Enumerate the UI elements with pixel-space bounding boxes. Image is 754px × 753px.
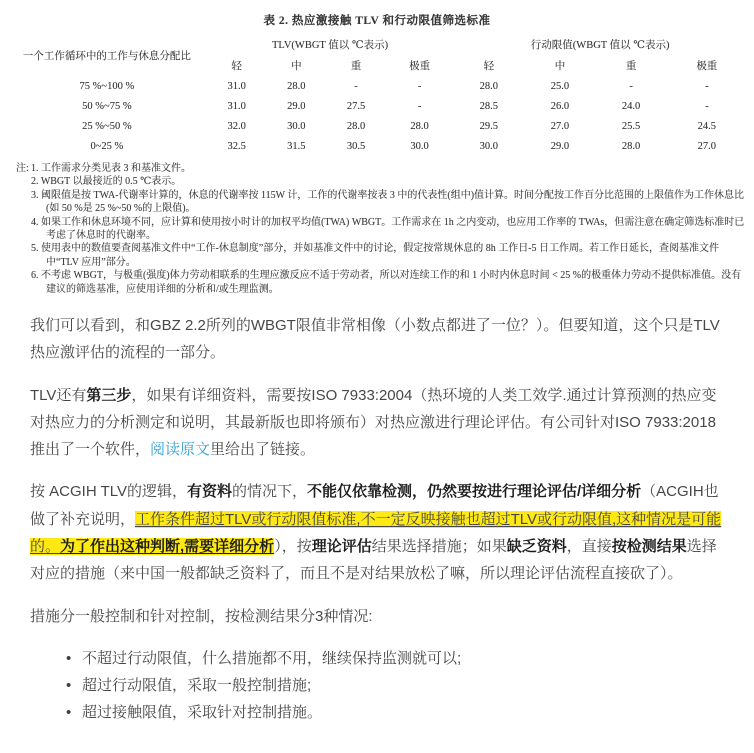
text-run: 的情况下， — [231, 483, 307, 501]
article-paragraph-2 — [30, 382, 724, 464]
row-label: 0~25 % — [90, 140, 124, 152]
intensity-subheader: 重 — [350, 61, 362, 72]
table-cell: - — [417, 80, 422, 92]
table-notes-list — [31, 162, 748, 296]
text-run: 为了作出这种判断,需要详细分析 — [60, 537, 275, 555]
work-rest-ratio-header: 一个工作循环中的工作与休息分配比 — [22, 50, 191, 62]
row-label: 75 %~100 % — [79, 80, 135, 92]
table-cell: 28.0 — [479, 80, 499, 92]
table-row — [7, 116, 747, 136]
table-cell: 28.0 — [346, 120, 366, 132]
text-run: 结果选择措施；如果 — [371, 537, 507, 555]
intensity-subheader: 重 — [625, 61, 637, 72]
article-body — [0, 296, 754, 727]
table-note: 6. 不考虑 WBGT，与极重(强度)体力劳动相联系的生理应激反应不适于劳动者，所以对连续工作的和 1 小时内休息时间 < 25 %的极重体力劳动不提供标准值。没有建议的筛选基准，应使用详细的分析和/或生理监测。 — [31, 270, 742, 295]
table-cell: 32.5 — [227, 140, 246, 152]
text-run: 按检测结果 — [611, 537, 687, 555]
text-run: 我们可以看到，和GBZ 2.2所列的WBGT限值非常相像（小数点都进了一位？）。但要知道，这个只是TLV热应激评估的流程的一部分。 — [30, 316, 720, 362]
table-cell: 30.5 — [346, 140, 366, 152]
intensity-subheader: 轻 — [231, 61, 242, 72]
intensity-subheader: 中 — [291, 61, 302, 72]
table-title: 表 2. 热应激接触 TLV 和行动限值筛选标准 — [263, 15, 491, 27]
heat-stress-table-section — [0, 0, 754, 296]
table-notes — [0, 162, 748, 296]
table-cell: 27.0 — [697, 140, 716, 152]
table-cell: 30.0 — [479, 140, 499, 152]
notes-prefix-label: 注: — [16, 163, 29, 174]
text-run: 按 ACGIH TLV的逻辑， — [30, 483, 187, 501]
table-cell: 27.0 — [550, 120, 570, 132]
table-cell: 31.0 — [227, 100, 246, 112]
table-cell: 25.0 — [550, 80, 570, 92]
text-run: 选择对应的措施（来中国一般都缺乏资料了，而且不是对结果放松了嘛，所以理论评估流程直接砍了）。 — [30, 537, 717, 583]
table-cell: 30.0 — [410, 140, 429, 152]
table-cell: 28.0 — [621, 140, 641, 152]
text-run: 理论评估 — [311, 537, 372, 555]
table-cell: 31.0 — [227, 80, 246, 92]
table-body — [7, 76, 747, 156]
measure-item: • 超过行动限值，采取一般控制措施; — [66, 672, 724, 699]
measure-item: • 不超过行动限值，什么措施都不用，继续保持监测就可以; — [66, 645, 724, 672]
table-cell: 27.5 — [346, 100, 366, 112]
text-run: 有资料 — [186, 483, 232, 501]
table-note: 3. 阈限值是按 TWA-代谢率计算的，休息的代谢率按 115W 计，工作的代谢率按表 3 中的代表性(组中)值计算。时间分配按工作百分比范围的上限值作为工作休息比(如 50 %是 25 %~50 %的上限值)。 — [31, 189, 745, 215]
table-cell: 25.5 — [621, 120, 641, 132]
table-cell: 32.0 — [227, 120, 246, 132]
heat-stress-table — [7, 34, 747, 156]
table-row — [7, 76, 747, 96]
text-run: 缺乏资料 — [506, 537, 567, 555]
article-paragraph-3 — [30, 478, 724, 587]
table-cell: 28.0 — [287, 80, 306, 92]
intensity-subheader: 极重 — [409, 61, 431, 72]
text-run: 第三步 — [86, 386, 132, 404]
table-cell: 31.5 — [287, 140, 306, 152]
action-limit-group-header: 行动限值(WBGT 值以 ℃表示) — [530, 40, 670, 51]
table-cell: 24.0 — [621, 100, 641, 112]
table-note: 1. 工作需求分类见表 3 和基准文件。 — [31, 163, 191, 174]
text-run: （ACGIH也做了补充说明， — [30, 483, 719, 528]
table-note: 4. 如果工作和休息环境不同，应计算和使用按小时计的加权平均值(TWA) WBGT。工作需求在 1h 之内变动，也应用工作率的 TWAs，但需注意在确定筛选标准时已考虑了休息时的代谢率。 — [31, 216, 745, 241]
table-note: 2. WBGT 以最接近的 0.5 ℃表示。 — [31, 176, 182, 188]
intensity-subheader: 极重 — [696, 61, 718, 72]
table-cell: 29.0 — [550, 140, 570, 152]
text-run: 里给出了链接。 — [210, 441, 316, 459]
table-row — [7, 96, 747, 116]
tlv-group-header: TLV(WBGT 值以 ℃表示) — [271, 40, 389, 51]
table-cell: - — [705, 80, 709, 92]
measure-item: • 超过接触限值，采取针对控制措施。 — [66, 699, 724, 726]
table-cell: 24.5 — [697, 120, 716, 132]
text-run: 工作条件超过TLV或行动限值标准,不一定反映接触也超过TLV或行动限值,这种情况是可能的。 — [30, 510, 722, 555]
row-label: 25 %~50 % — [82, 120, 132, 132]
text-run: 不能仅依靠检测，仍然要按进行理论评估/详细分析 — [307, 483, 642, 501]
table-cell: 26.0 — [550, 100, 570, 112]
table-group-header-row — [7, 34, 747, 55]
table-cell: - — [629, 80, 633, 92]
table-cell: - — [705, 100, 709, 112]
table-row — [7, 136, 747, 156]
table-cell: 28.5 — [479, 100, 499, 112]
text-run: ，直接 — [566, 537, 612, 555]
table-cell: - — [354, 80, 358, 92]
table-note: 5. 使用表中的数值要查阅基准文件中“工作-休息制度”部分，并如基准文件中的讨论，假定按常规休息的 8h 工作日-5 日工作周。若工作日延长，查阅基准文件中“TLV 应用”部分。 — [31, 243, 720, 268]
read-original-link[interactable]: 阅读原文 — [150, 441, 211, 459]
table-cell: 29.5 — [479, 120, 499, 132]
table-cell: - — [417, 100, 422, 112]
intensity-subheader: 中 — [554, 61, 566, 72]
table-cell: 30.0 — [287, 120, 306, 132]
text-run: ，如果有详细资料，需要按ISO 7933:2004（热环境的人类工效学.通过计算预测的热应变对热应力的分析测定和说明，其最新版也即将颁布）对热应激进行理论评估。有公司针对ISO 7933:2018推出了一个软件， — [30, 386, 717, 459]
measures-list — [30, 645, 724, 727]
article-paragraph-1 — [30, 312, 724, 367]
measures-intro: 措施分一般控制和针对控制，按检测结果分3种情况: — [30, 607, 373, 625]
text-run: TLV还有 — [30, 386, 87, 404]
table-cell: 28.0 — [410, 120, 429, 132]
intensity-subheader: 轻 — [483, 61, 495, 72]
text-run: ），按 — [274, 537, 312, 555]
row-label: 50 %~75 % — [82, 100, 132, 112]
table-cell: 29.0 — [287, 100, 306, 112]
